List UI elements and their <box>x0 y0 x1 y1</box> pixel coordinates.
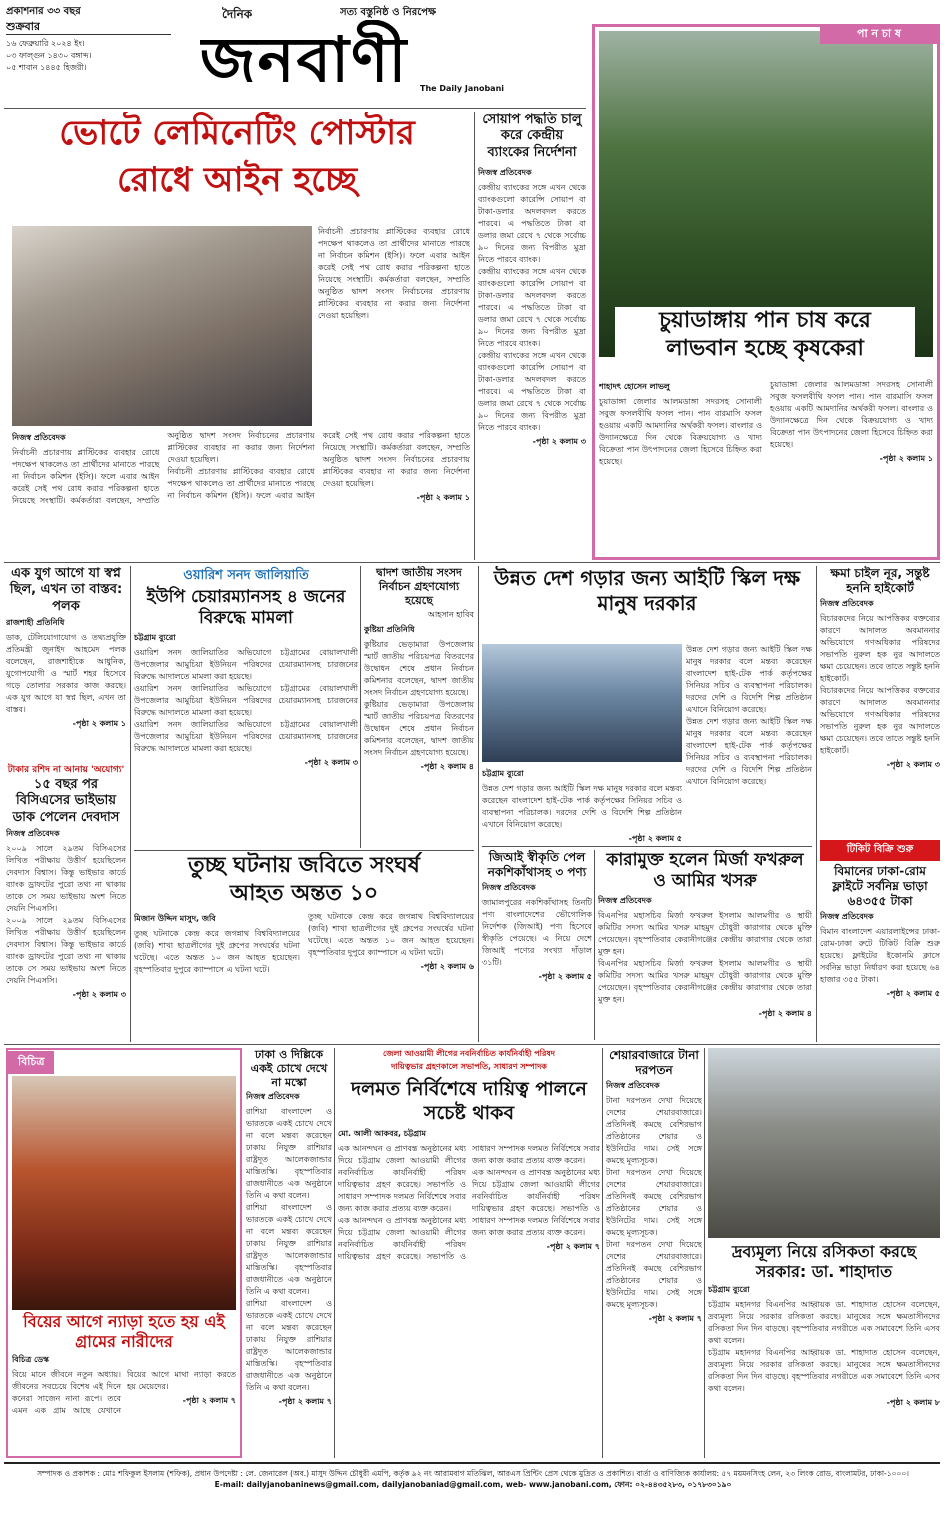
masthead-logo-en: The Daily Janobani <box>420 84 505 93</box>
bichitra-continued: -পৃষ্ঠা ২ কলাম ৭ <box>182 1396 236 1405</box>
sangsad-story: দ্বাদশ জাতীয় সংসদ নির্বাচন গ্রহণযোগ্য হয়েছে আহসান হাবিব কুষ্টিয়া প্রতিনিধি কুষ্টিয়ার ভেড়ামারা উপজেলায় স্মার্ট জাতীয় পরিচয়পত্র বিতরণের উদ্বোধন শেষে প্রধান নির্বাচন কমিশনার বলেছেন, দ্বাদশ জাতীয় সংসদ নির্বাচন গ্রহণযোগ্য হয়েছে। কুষ্টিয়ার ভেড়ামারা উপজেলায় স্মার্ট জাতীয় পরিচয়পত্র বিতরণের উদ্বোধন শেষে প্রধান নির্বাচন কমিশনার বলেছেন, দ্বাদশ জাতীয় সংসদ নির্বাচন গ্রহণযোগ্য হয়েছে। -পৃষ্ঠা ২ কলাম ৪ <box>364 566 474 848</box>
bcs-kicker: টাকার রশিদ না আনায় 'অযোগ্য' <box>7 765 125 775</box>
share-headline: শেয়ারবাজারে টানা দরপতন <box>609 1048 699 1077</box>
seminar-photo <box>482 644 682 762</box>
swap-headline: সোয়াপ পদ্ধতি চালু করে কেন্দ্রীয় ব্যাংকের নির্দেশনা <box>482 112 582 160</box>
awami-story: জেলা আওয়ামী লীগের নবনির্বাচিত কার্যনির্বাহী পরিষদ দায়িত্বভার গ্রহণকালে সভাপতি, সাধারণ সম্পাদক দলমত নির্বিশেষে দায়িত্ব পালনে সচেষ্ট থাকব মো. আলী আকবর, চট্টগ্রাম এক আনন্দঘন ও প্রাণবন্ত অনুষ্ঠানের মধ্য দিয়ে চট্টগ্রাম জেলা আওয়ামী লীগের নবনির্বাচিত কার্যনির্বাহী পরিষদ দায়িত্বভার গ্রহণ করেছে। সভাপতি ও সাধারণ সম্পাদক দলমত নির্বিশেষে সবার জন্য কাজ করার প্রত্যয় ব্যক্ত করেন। এক আনন্দঘন ও প্রাণবন্ত অনুষ্ঠানের মধ্য দিয়ে চট্টগ্রাম জেলা আওয়ামী লীগের নবনির্বাচিত কার্যনির্বাহী পরিষদ দায়িত্বভার গ্রহণ করেছে। সভাপতি ও সাধারণ সম্পাদক দলমত নির্বিশেষে সবার জন্য কাজ করার প্রত্যয় ব্যক্ত করেন। এক আনন্দঘন ও প্রাণবন্ত অনুষ্ঠানের মধ্য দিয়ে চট্টগ্রাম জেলা আওয়ামী লীগের নবনির্বাচিত কার্যনির্বাহী পরিষদ দায়িত্বভার গ্রহণ করেছে। সভাপতি ও সাধারণ সম্পাদক দলমত নির্বিশেষে সবার জন্য কাজ করার প্রত্যয় ব্যক্ত করেন। -পৃষ্ঠা ২ কলাম ৭ <box>338 1049 600 1261</box>
bcs-story: টাকার রশিদ না আনায় 'অযোগ্য' ১৫ বছর পর বিসিএসের ভাইভায় ডাক পেলেন দেবদাস নিজস্ব প্রতিবেদক ২০০৯ সালে ২৯তম বিসিএসের লিখিত পরীক্ষায় উত্তীর্ণ হয়েছিলেন দেবদাস বিশ্বাস। কিন্তু ভাইভার কার্ডে ব্যাংক ড্রাফটের পুরো তথ্য না থাকায় তাকে সে সময় ভাইভায় অংশ নিতে দেয়নি পিএসসি। ২০০৯ সালে ২৯তম বিসিএসের লিখিত পরীক্ষায় উত্তীর্ণ হয়েছিলেন দেবদাস বিশ্বাস। কিন্তু ভাইভার কার্ডে ব্যাংক ড্রাফটের পুরো তথ্য না থাকায় তাকে সে সময় ভাইভায় অংশ নিতে দেয়নি পিএসসি। -পৃষ্ঠা ২ কলাম ৩ <box>6 762 126 1042</box>
waris-headline: ইউপি চেয়ারম্যানসহ ৪ জনের বিরুদ্ধে মামলা <box>146 587 346 629</box>
bichitra-headline: বিয়ের আগে ন্যাড়া হতে হয় এই গ্রামের নারীদের <box>23 1312 225 1351</box>
mirza-continued: -পৃষ্ঠা ২ কলাম ৪ <box>758 1008 812 1018</box>
footer-imprint: সম্পাদক ও প্রকাশক : মোঃ শফিকুল ইসলাম (শফিক), প্রধান উপদেষ্টা : লে. জেনারেল (অব.) মাসুদ উদ্দিন চৌধুরী এমপি, কর্তৃক ৯২ নং আরামবাগ মতিঝিল, আরএস প্রিন্টিং প্রেস থেকে মুদ্রিত ও প্রকাশিত। বার্তা ও বাণিজ্যিক কার্যালয়: ৫৭ ময়মনসিংহ লেন, ২৩ লিংক রোড, বাংলামটর, ঢাকা-১০০০। <box>37 1469 909 1478</box>
date-hijri: ০৫ শাবান ১৪৪৫ হিজরী। <box>6 63 87 72</box>
nur-headline: ক্ষমা চাইল নূর, সন্তুষ্ট হননি হাইকোর্ট <box>830 566 930 595</box>
waris-kicker: ওয়ারিশ সনদ জালিয়াতি <box>183 568 309 583</box>
betel-headline-2: লাভবান হচ্ছে কৃষকেরা <box>666 335 864 361</box>
edition-year: প্রকাশনার ৩৩ বছর <box>6 6 81 17</box>
awami-continued: -পৃষ্ঠা ২ কলাম ৭ <box>546 1241 600 1251</box>
waris-continued: -পৃষ্ঠা ২ কলাম ৩ <box>304 757 358 767</box>
dam-continued: -পৃষ্ঠা ২ কলাম ৮ <box>886 1398 940 1407</box>
dam-headline: দ্রব্যমূল্য নিয়ে রসিকতা করছে <box>731 1242 917 1261</box>
waris-byline: চট্টগ্রাম ব্যুরো <box>134 632 176 642</box>
lead-story <box>4 112 470 224</box>
it-story: উন্নত দেশ গড়ার জন্য আইটি স্কিল দক্ষ মানুষ দরকার উন্নত দেশ গড়ার জন্য আইটি স্কিল দক্ষ মানুষ দরকার বলে মন্তব্য করেছেন বাংলাদেশ হাই-টেক পার্ক কর্তৃপক্ষের সিনিয়র সচিব ও ব্যবস্থাপনা পরিচালক। দরদের দেশি ও বিদেশি শিল্প প্রতিষ্ঠান এখানে বিনিয়োগ করেছে। উন্নত দেশ গড়ার জন্য আইটি স্কিল দক্ষ মানুষ দরকার বলে মন্তব্য করেছেন বাংলাদেশ হাই-টেক পার্ক কর্তৃপক্ষের সিনিয়র সচিব ও ব্যবস্থাপনা পরিচালক। দরদের দেশি ও বিদেশি শিল্প প্রতিষ্ঠান এখানে বিনিয়োগ করেছে। চট্টগ্রাম ব্যুরো উন্নত দেশ গড়ার জন্য আইটি স্কিল দক্ষ মানুষ দরকার বলে মন্তব্য করেছেন বাংলাদেশ হাই-টেক পার্ক কর্তৃপক্ষের সিনিয়র সচিব ও ব্যবস্থাপনা পরিচালক। দরদের দেশি ও বিদেশি শিল্প প্রতিষ্ঠান এখানে বিনিয়োগ করেছে। -পৃষ্ঠা ২ কলাম ৫ <box>482 566 812 844</box>
betel-headline-box <box>615 307 915 375</box>
dam-headline-2: সরকার: ডা. শাহাদাত <box>755 1262 893 1281</box>
awami-headline: দলমত নির্বিশেষে দায়িত্ব পালনে সচেষ্ট থাকব <box>351 1078 587 1124</box>
lead-byline: নিজস্ব প্রতিবেদক <box>12 433 66 442</box>
sangsad-author: আহসান হাবিব <box>427 610 474 620</box>
nur-story: ক্ষমা চাইল নূর, সন্তুষ্ট হননি হাইকোর্ট নিজস্ব প্রতিবেদক বিচারকদের নিয়ে আপত্তিকর বক্তব্যের কারণে আদালত অবমাননার অভিযোগে গণঅধিকার পরিষদের সভাপতি নুরুল হক নুর আদালতে ক্ষমা চেয়েছেন। তবে তাতে সন্তুষ্ট হননি হাইকোর্ট। বিচারকদের নিয়ে আপত্তিকর বক্তব্যের কারণে আদালত অবমাননার অভিযোগে গণঅধিকার পরিষদের সভাপতি নুরুল হক নুর আদালতে ক্ষমা চেয়েছেন। তবে তাতে সন্তুষ্ট হননি হাইকোর্ট। -পৃষ্ঠা ২ কলাম ৩ <box>820 566 940 838</box>
masthead-logo: জনবাণী <box>200 23 409 96</box>
tagline: সত্য বস্তুনিষ্ঠ ও নিরপেক্ষ <box>340 7 437 18</box>
swap-continued: -পৃষ্ঠা ২ কলাম ৩ <box>532 436 586 446</box>
swap-byline: নিজস্ব প্রতিবেদক <box>478 167 532 177</box>
waris-story: ওয়ারিশ সনদ জালিয়াতি ইউপি চেয়ারম্যানসহ ৪ জনের বিরুদ্ধে মামলা চট্টগ্রাম ব্যুরো ওয়ারিশ সনদ জালিয়াতির অভিযোগে চট্টগ্রামের বোয়ালখালী উপজেলার আমুচিয়া ইউনিয়ন পরিষদের চেয়ারম্যানসহ চারজনের বিরুদ্ধে আদালতে মামলা করা হয়েছে। ওয়ারিশ সনদ জালিয়াতির অভিযোগে চট্টগ্রামের বোয়ালখালী উপজেলার আমুচিয়া ইউনিয়ন পরিষদের চেয়ারম্যানসহ চারজনের বিরুদ্ধে আদালতে মামলা করা হয়েছে। ওয়ারিশ সনদ জালিয়াতির অভিযোগে চট্টগ্রামের বোয়ালখালী উপজেলার আমুচিয়া ইউনিয়ন পরিষদের চেয়ারম্যানসহ চারজনের বিরুদ্ধে আদালতে মামলা করা হয়েছে। -পৃষ্ঠা ২ কলাম ৩ <box>134 566 358 848</box>
betel-byline: শাহাদৎ হোসেন লাভলু <box>599 382 670 391</box>
it-continued: -পৃষ্ঠা ২ কলাম ৫ <box>628 834 682 843</box>
share-story: শেয়ারবাজারে টানা দরপতন নিজস্ব প্রতিবেদক টানা দরপতন দেখা দিয়েছে দেশের শেয়ারবাজারে। প্রতিদিনই কমছে বেশিরভাগ প্রতিষ্ঠানের শেয়ার ও ইউনিটের দাম। সেই সঙ্গে কমছে মূল্যসূচক। টানা দরপতন দেখা দিয়েছে দেশের শেয়ারবাজারে। প্রতিদিনই কমছে বেশিরভাগ প্রতিষ্ঠানের শেয়ার ও ইউনিটের দাম। সেই সঙ্গে কমছে মূল্যসূচক। টানা দরপতন দেখা দিয়েছে দেশের শেয়ারবাজারে। প্রতিদিনই কমছে বেশিরভাগ প্রতিষ্ঠানের শেয়ার ও ইউনিটের দাম। সেই সঙ্গে কমছে মূল্যসূচক। -পৃষ্ঠা ২ কলাম ৭ <box>606 1048 702 1458</box>
nur-byline: নিজস্ব প্রতিবেদক <box>820 599 874 608</box>
rome-continued: -পৃষ্ঠা ২ কলাম ৫ <box>886 989 940 998</box>
lead-headline: ভোটে লেমিনেটিং পোস্টার <box>59 113 415 153</box>
daily-label: দৈনিক <box>222 7 253 21</box>
moscow-story: ঢাকা ও দিল্লিকে একই চোখে দেখে না মস্কো নিজস্ব প্রতিবেদক রাশিয়া বাংলাদেশ ও ভারতকে একই চোখে দেখে না বলে মন্তব্য করেছেন ঢাকায় নিযুক্ত রাশিয়ার রাষ্ট্রদূত আলেকজান্ডার মান্তিতস্কি। বৃহস্পতিবার রাজধানীতে এক অনুষ্ঠানে তিনি এ কথা বলেন। রাশিয়া বাংলাদেশ ও ভারতকে একই চোখে দেখে না বলে মন্তব্য করেছেন ঢাকায় নিযুক্ত রাশিয়ার রাষ্ট্রদূত আলেকজান্ডার মান্তিতস্কি। বৃহস্পতিবার রাজধানীতে এক অনুষ্ঠানে তিনি এ কথা বলেন। রাশিয়া বাংলাদেশ ও ভারতকে একই চোখে দেখে না বলে মন্তব্য করেছেন ঢাকায় নিযুক্ত রাশিয়ার রাষ্ট্রদূত আলেকজান্ডার মান্তিতস্কি। বৃহস্পতিবার রাজধানীতে এক অনুষ্ঠানে তিনি এ কথা বলেন। -পৃষ্ঠা ২ কলাম ৭ <box>246 1048 332 1458</box>
poster-photo <box>12 226 312 426</box>
moscow-byline: নিজস্ব প্রতিবেদক <box>246 1092 300 1102</box>
gi-story: জিআই স্বীকৃতি পেল নকশিকাঁথাসহ ৩ পণ্য নিজস্ব প্রতিবেদক জামালপুরের নকশিকাঁথাসহ তিনটি পণ্য বাংলাদেশের ভৌগোলিক নির্দেশক (জিআই) পণ্য হিসেবে স্বীকৃতি পেয়েছে। এ নিয়ে দেশে জিআই পণ্যের সংখ্যা দাঁড়াল ৩১টি। -পৃষ্ঠা ২ কলাম ৫ <box>482 850 592 1040</box>
footer-contact: E-mail: dailyjanobaninews@gmail.com, dailyjanobaniad@gmail.com, web- www.janobani.com, ফোন: ০২-৪৪৩৫২৮৩, ০১৭৮৩০১৯০ <box>214 1480 732 1490</box>
betel-box: চুয়াডাঙ্গায় পান চাষ করে লাভবান হচ্ছে কৃষকেরা শাহাদৎ হোসেন লাভলু চুয়াডাঙ্গা জেলার আলমডাঙ্গা সদরসহ সোনালী সবুজ ফসলবীথি ফসল পান। পান বারমাসি ফসল হওয়ায় একটি আমদানির অর্থকরী ফসল। বাংলার ও উদ্যানক্ষেত্রে দিন থেকে বিক্রয়যোগ্য ও খাদ্য বিক্রেতা পান উৎপাদনের জেলা হিসেবে চিহ্নিত করা হয়েছে। চুয়াডাঙ্গা জেলার আলমডাঙ্গা সদরসহ সোনালী সবুজ ফসলবীথি ফসল পান। পান বারমাসি ফসল হওয়ায় একটি আমদানির অর্থকরী ফসল। বাংলার ও উদ্যানক্ষেত্রে দিন থেকে বিক্রয়যোগ্য ও খাদ্য বিক্রেতা পান উৎপাদনের জেলা হিসেবে চিহ্নিত করা হয়েছে। -পৃষ্ঠা ২ কলাম ১ <box>592 24 940 560</box>
bichitra-box: বিচিত্র বিয়ের আগে ন্যাড়া হতে হয় এই গ্রামের নারীদের বিচিত্র ডেস্ক বিয়ে মানে জীবনে নতুন অধ্যায়। জীবনের সবচেয়ে বিশেষ এই দিনে কনেরা সাজেন নানা রূপে। তবে এমন এক গ্রাম আছে যেখানে বিয়ের আগে মাথা ন্যাড়া করতে হয় মেয়েদের। -পৃষ্ঠা ২ কলাম ৭ <box>6 1048 242 1458</box>
polok-continued: -পৃষ্ঠা ২ কলাম ১ <box>72 718 126 728</box>
jabi-headline-2: আহত অন্তত ১০ <box>229 880 379 906</box>
mirza-byline: নিজস্ব প্রতিবেদক <box>598 895 652 905</box>
jabi-byline: মিজান উদ্দিন মাসুদ, জবি <box>134 914 216 923</box>
dam-story: দ্রব্যমূল্য নিয়ে রসিকতা করছে সরকার: ডা. শাহাদাত চট্টগ্রাম ব্যুরো চট্টগ্রাম মহানগর বিএনপির আহ্বায়ক ডা. শাহাদাত হোসেন বলেছেন, দ্রব্যমূল্য নিয়ে সরকার রসিকতা করছে। মানুষের সঙ্গে ক্ষমতাসীনদের রসিকতা দিন দিন বাড়ছে। বৃহস্পতিবার নগরীতে এক সমাবেশে তিনি এসব কথা বলেন। চট্টগ্রাম মহানগর বিএনপির আহ্বায়ক ডা. শাহাদাত হোসেন বলেছেন, দ্রব্যমূল্য নিয়ে সরকার রসিকতা করছে। মানুষের সঙ্গে ক্ষমতাসীনদের রসিকতা দিন দিন বাড়ছে। বৃহস্পতিবার নগরীতে এক সমাবেশে তিনি এসব কথা বলেন। -পৃষ্ঠা ২ কলাম ৮ <box>708 1048 940 1458</box>
betel-headline: চুয়াডাঙ্গায় পান চাষ করে <box>659 308 871 333</box>
footer <box>6 1468 940 1524</box>
moscow-headline: ঢাকা ও দিল্লিকে একই চোখে দেখে না মস্কো <box>250 1048 328 1089</box>
sangsad-headline: দ্বাদশ জাতীয় সংসদ নির্বাচন গ্রহণযোগ্য হয়েছে <box>376 566 462 607</box>
sangsad-byline: কুষ্টিয়া প্রতিনিধি <box>364 625 415 635</box>
sangsad-continued: -পৃষ্ঠা ২ কলাম ৪ <box>420 762 474 772</box>
betel-continued: -পৃষ্ঠা ২ কলাম ১ <box>879 454 933 463</box>
gi-continued: -পৃষ্ঠা ২ কলাম ৫ <box>538 972 592 981</box>
gi-byline: নিজস্ব প্রতিবেদক <box>482 883 536 892</box>
polok-story: এক যুগ আগে যা স্বপ্ন ছিল, এখন তা বাস্তব: পলক রাজশাহী প্রতিনিধি ডাক, টেলিযোগাযোগ ও তথ্যপ্রযুক্তি প্রতিমন্ত্রী জুনাইদ আহমেদ পলক বলেছেন, রাজশাহীকে আধুনিক, যুগোপযোগী ও স্মার্ট শহর হিসেবে গড়ে তোলার সরকার কাজ করছে। এক যুগ আগে যা স্বপ্ন ছিল, এখন তা বাস্তব। -পৃষ্ঠা ২ কলাম ১ <box>6 566 126 760</box>
polok-byline: রাজশাহী প্রতিনিধি <box>6 617 65 627</box>
moscow-continued: -পৃষ্ঠা ২ কলাম ৭ <box>278 1397 332 1407</box>
dam-photo <box>708 1048 940 1238</box>
swap-story: সোয়াপ পদ্ধতি চালু করে কেন্দ্রীয় ব্যাংকের নির্দেশনা নিজস্ব প্রতিবেদক কেন্দ্রীয় ব্যাংকের সঙ্গে এখন থেকে ব্যাংকগুলো কারেন্সি সোয়াপ বা টাকা-ডলার অদলবদল করতে পারবে। এ পদ্ধতিতে টাকা বা ডলার জমা রেখে ৭ থেকে সর্বোচ্চ ৯০ দিনের জন্য বিপরীত মুদ্রা নিতে পারবে ব্যাংক। কেন্দ্রীয় ব্যাংকের সঙ্গে এখন থেকে ব্যাংকগুলো কারেন্সি সোয়াপ বা টাকা-ডলার অদলবদল করতে পারবে। এ পদ্ধতিতে টাকা বা ডলার জমা রেখে ৭ থেকে সর্বোচ্চ ৯০ দিনের জন্য বিপরীত মুদ্রা নিতে পারবে ব্যাংক। কেন্দ্রীয় ব্যাংকের সঙ্গে এখন থেকে ব্যাংকগুলো কারেন্সি সোয়াপ বা টাকা-ডলার অদলবদল করতে পারবে। এ পদ্ধতিতে টাকা বা ডলার জমা রেখে ৭ থেকে সর্বোচ্চ ৯০ দিনের জন্য বিপরীত মুদ্রা নিতে পারবে ব্যাংক। -পৃষ্ঠা ২ কলাম ৩ <box>478 112 586 560</box>
betel-section-tab: পা ন চা ষ <box>820 24 938 44</box>
it-headline: উন্নত দেশ গড়ার জন্য আইটি স্কিল দক্ষ মানুষ দরকার <box>493 566 801 615</box>
lead-continued: -পৃষ্ঠা ২ কলাম ১ <box>416 493 470 502</box>
awami-byline: মো. আলী আকবর, চট্টগ্রাম <box>338 1128 426 1138</box>
rome-headline: বিমানের ঢাকা-রোম ফ্লাইটে সর্বনিম্ন ভাড়া ৬৪৩৫৫ টাকা <box>832 864 928 908</box>
jabi-story: তুচ্ছ ঘটনায় জবিতে সংঘর্ষ আহত অন্তত ১০ মিজান উদ্দিন মাসুদ, জবি তুচ্ছ ঘটনাকে কেন্দ্র করে জগন্নাথ বিশ্ববিদ্যালয়ের (জবি) শাখা ছাত্রলীগের দুই গ্রুপের সংঘর্ষের ঘটনা ঘটেছে। এতে অন্তত ১০ জন আহত হয়েছেন। বৃহস্পতিবার দুপুরে ক্যাম্পাসে এ ঘটনা ঘটে। তুচ্ছ ঘটনাকে কেন্দ্র করে জগন্নাথ বিশ্ববিদ্যালয়ের (জবি) শাখা ছাত্রলীগের দুই গ্রুপের সংঘর্ষের ঘটনা ঘটেছে। এতে অন্তত ১০ জন আহত হয়েছেন। বৃহস্পতিবার দুপুরে ক্যাম্পাসে এ ঘটনা ঘটে। -পৃষ্ঠা ২ কলাম ৬ <box>134 853 474 974</box>
bcs-continued: -পৃষ্ঠা ২ কলাম ৩ <box>72 989 126 999</box>
lead-body: নিজস্ব প্রতিবেদক নির্বাচনী প্রচারণায় প্লাস্টিকের ব্যবহার রোধে পদক্ষেপ থাকলেও তা প্রার্থীদের মানাতে পারছে না নির্বাচন কমিশন (ইসি)। ফলে এবার আইন করেই সেই পথ রোধ করার পরিকল্পনা হাতে নিয়েছে সংস্থাটি। কর্মকর্তারা বলছেন, সম্প্রতি অনুষ্ঠিত দ্বাদশ সংসদ নির্বাচনের প্রচারণায় প্লাস্টিকের ব্যবহার না করার জন্য নির্দেশনা দেওয়া হয়েছিল। নির্বাচনী প্রচারণায় প্লাস্টিকের ব্যবহার রোধে পদক্ষেপ থাকলেও তা প্রার্থীদের মানাতে পারছে না নির্বাচন কমিশন (ইসি)। ফলে এবার আইন করেই সেই পথ রোধ করার পরিকল্পনা হাতে নিয়েছে সংস্থাটি। কর্মকর্তারা বলছেন, সম্প্রতি অনুষ্ঠিত দ্বাদশ সংসদ নির্বাচনের প্রচারণায় প্লাস্টিকের ব্যবহার না করার জন্য নির্দেশনা দেওয়া হয়েছিল। -পৃষ্ঠা ২ কলাম ১ <box>12 431 470 505</box>
jabi-continued: -পৃষ্ঠা ২ কলাম ৬ <box>420 962 474 971</box>
lead-body-right: নির্বাচনী প্রচারণায় প্লাস্টিকের ব্যবহার রোধে পদক্ষেপ থাকলেও তা প্রার্থীদের মানাতে পারছে না নির্বাচন কমিশন (ইসি)। ফলে এবার আইন করেই সেই পথ রোধ করার পরিকল্পনা হাতে নিয়েছে সংস্থাটি। কর্মকর্তারা বলছেন, সম্প্রতি অনুষ্ঠিত দ্বাদশ সংসদ নির্বাচনের প্রচারণায় প্লাস্টিকের ব্যবহার না করার জন্য নির্দেশনা দেওয়া হয়েছিল। <box>318 227 470 320</box>
rome-story: টিকিট বিক্রি শুরু বিমানের ঢাকা-রোম ফ্লাইটে সর্বনিম্ন ভাড়া ৬৪৩৫৫ টাকা নিজস্ব প্রতিবেদক বিমান বাংলাদেশ এয়ারলাইন্সের ঢাকা-রোম-ঢাকা রুটে টিকিট বিক্রি শুরু হয়েছে। ফ্লাইটের ইকোনমি ক্লাসে সর্বনিম্ন ভাড়া নির্ধারণ করা হয়েছে ৬৪ হাজার ৩৫৫ টাকা। -পৃষ্ঠা ২ কলাম ৫ <box>820 840 940 1040</box>
rome-byline: নিজস্ব প্রতিবেদক <box>820 912 874 921</box>
date-bn: ০৩ ফাল্গুন ১৪৩০ বঙ্গাব্দ। <box>6 51 92 60</box>
mirza-headline: কারামুক্ত হলেন মির্জা ফখরুল ও আমির খসরু <box>606 850 804 892</box>
bichitra-section: বিচিত্র <box>8 1051 54 1074</box>
mirza-story: কারামুক্ত হলেন মির্জা ফখরুল ও আমির খসরু নিজস্ব প্রতিবেদক বিএনপির মহাসচিব মির্জা ফখরুল ইসলাম আলমগীর ও স্থায়ী কমিটির সদস্য আমির খসরু মাহমুদ চৌধুরী কারাগার থেকে মুক্তি পেয়েছেন। বৃহস্পতিবার কেরানীগঞ্জের কেন্দ্রীয় কারাগার থেকে তারা মুক্ত হন। বিএনপির মহাসচিব মির্জা ফখরুল ইসলাম আলমগীর ও স্থায়ী কমিটির সদস্য আমির খসরু মাহমুদ চৌধুরী কারাগার থেকে মুক্তি পেয়েছেন। বৃহস্পতিবার কেরানীগঞ্জের কেন্দ্রীয় কারাগার থেকে তারা মুক্ত হন। -পৃষ্ঠা ২ কলাম ৪ <box>598 850 812 1040</box>
it-byline: চট্টগ্রাম ব্যুরো <box>482 769 524 778</box>
bichitra-photo <box>12 1076 236 1310</box>
rome-kicker: টিকিট বিক্রি শুরু <box>820 840 940 861</box>
gi-headline: জিআই স্বীকৃতি পেল নকশিকাঁথাসহ ৩ পণ্য <box>487 850 587 879</box>
masthead <box>0 0 590 108</box>
share-continued: -পৃষ্ঠা ২ কলাম ৭ <box>648 1314 702 1323</box>
jabi-headline: তুচ্ছ ঘটনায় জবিতে সংঘর্ষ <box>188 853 420 878</box>
nur-continued: -পৃষ্ঠা ২ কলাম ৩ <box>886 760 940 769</box>
bcs-headline: ১৫ বছর পর বিসিএসের ভাইভায় ডাক পেলেন দেবদাস <box>12 777 120 825</box>
date-en: ১৬ ফেব্রুয়ারি ২০২৪ ইং। <box>6 39 85 48</box>
bcs-byline: নিজস্ব প্রতিবেদক <box>6 828 60 838</box>
dam-byline: চট্টগ্রাম ব্যুরো <box>708 1285 750 1294</box>
polok-headline: এক যুগ আগে যা স্বপ্ন ছিল, এখন তা বাস্তব: পলক <box>9 566 123 614</box>
weekday: শুক্রবার <box>6 20 41 33</box>
bichitra-byline: বিচিত্র ডেস্ক <box>12 1355 49 1364</box>
share-byline: নিজস্ব প্রতিবেদক <box>606 1081 660 1090</box>
awami-kicker: জেলা আওয়ামী লীগের নবনির্বাচিত কার্যনির্বাহী পরিষদ <box>383 1049 555 1058</box>
lead-headline-2: রোধে আইন হচ্ছে <box>116 159 358 200</box>
awami-kicker-2: দায়িত্বভার গ্রহণকালে সভাপতি, সাধারণ সম্পাদক <box>391 1062 547 1071</box>
